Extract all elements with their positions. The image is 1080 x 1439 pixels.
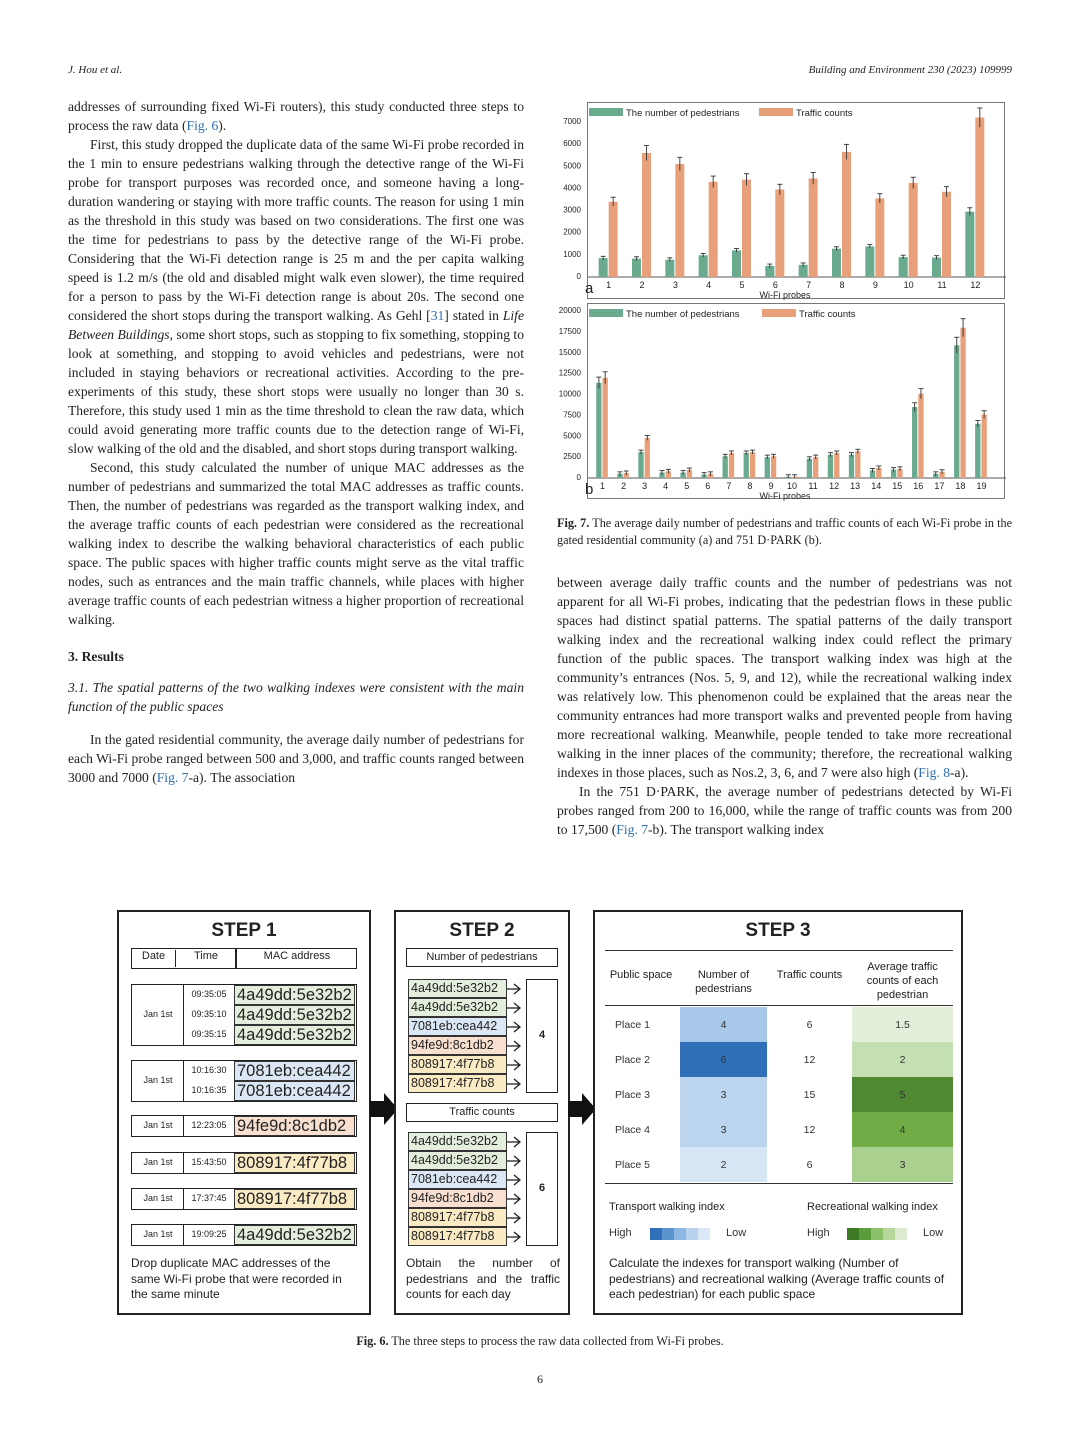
bar-traffic xyxy=(875,198,884,277)
subsection-heading: 3.1. The spatial patterns of the two walking indexes were consistent with the main function of the public spaces xyxy=(68,680,524,714)
date-label: Jan 1st xyxy=(143,1009,173,1019)
bar-traffic xyxy=(675,164,684,277)
table-header-rule xyxy=(605,1005,953,1006)
chart-a-y-axis xyxy=(545,102,594,299)
x-tick-label: 1 xyxy=(606,280,612,290)
pedestrians-value: 3 xyxy=(720,1124,727,1136)
step3-description: Calculate the indexes for transport walking (Number of pedestrians) and recreational walking (Average traffic counts of each pedestrian) for each public space xyxy=(609,1256,945,1301)
fig7-link[interactable]: Fig. 7 xyxy=(616,822,649,837)
y-tick-label: 5000 xyxy=(563,431,581,441)
bar-pedestrians xyxy=(723,456,728,478)
paragraph: In the gated residential community, the average daily number of pedestrians for each Wi-Fi probe ranged between 500 and 3,000, and traffic counts ranged between 3000 and 7000 (Fig. 7-a). The association xyxy=(68,732,524,785)
bar-pedestrians xyxy=(975,424,980,478)
x-tick-label: 9 xyxy=(768,481,774,491)
bar-pedestrians xyxy=(965,212,974,277)
fig7-link[interactable]: Fig. 7 xyxy=(156,770,189,785)
x-tick-label: 8 xyxy=(747,481,753,491)
x-tick-label: 2 xyxy=(639,280,645,290)
small-arrow-icon xyxy=(507,1231,523,1243)
bar-traffic xyxy=(813,457,818,478)
legend-high-label: High xyxy=(807,1227,830,1239)
traffic-mac: 4a49dd:5e32b2 xyxy=(408,1151,507,1170)
bar-traffic xyxy=(909,183,918,277)
time-label: 15:43:50 xyxy=(191,1157,227,1167)
legend-swatch-blue xyxy=(662,1228,674,1240)
bar-pedestrians xyxy=(954,345,959,478)
pedestrian-mac: 4a49dd:5e32b2 xyxy=(408,979,507,998)
paragraph: addresses of surrounding fixed Wi-Fi routers), this study conducted three steps to process the raw data (Fig. 6). xyxy=(68,99,524,133)
paragraph: Second, this study calculated the number of unique MAC addresses as the number of pedestrians and summarized the total MAC addresses as traffic counts. Then, the number of pedestrians was regarded as the transport walking index, and the average traffic counts of each pedestrian were considered as the recreational walking index to describe the walking behavioral characteristics of each public space. The public spaces with higher traffic counts might serve as the vital traffic nodes, such as entrances and the main traffic channels, while places with higher average traffic counts of each pedestrian witness a higher proportion of recreational walking. xyxy=(68,460,524,627)
ref-31-link[interactable]: 31 xyxy=(430,308,445,323)
small-arrow-icon xyxy=(507,1059,523,1071)
bar-traffic xyxy=(642,153,651,277)
average-value: 2 xyxy=(899,1054,906,1066)
x-axis-title: Wi-Fi probes xyxy=(759,290,811,300)
bar-traffic xyxy=(942,192,951,277)
y-tick-label: 0 xyxy=(576,272,581,281)
x-tick-label: 12 xyxy=(970,280,981,290)
traffic-header: Traffic counts xyxy=(406,1103,558,1122)
x-tick-label: 10 xyxy=(786,481,798,491)
pedestrians-value: 2 xyxy=(720,1159,727,1171)
y-tick-label: 2000 xyxy=(563,227,581,237)
running-head-authors: J. Hou et al. xyxy=(68,64,123,76)
column-header: Time xyxy=(193,950,219,962)
legend-swatch-green xyxy=(859,1228,871,1240)
chart-b xyxy=(588,304,1006,500)
bar-pedestrians xyxy=(732,250,741,277)
traffic-value: 12 xyxy=(803,1054,816,1066)
legend-recreational-title: Recreational walking index xyxy=(807,1201,938,1213)
mac-address: 4a49dd:5e32b2 xyxy=(234,1005,355,1025)
bar-pedestrians xyxy=(699,255,708,277)
bar-traffic xyxy=(729,453,734,478)
bar-pedestrians xyxy=(899,257,908,277)
time-label: 09:35:15 xyxy=(191,1029,227,1039)
legend-swatch-green xyxy=(871,1228,883,1240)
column-header: MAC address xyxy=(263,950,331,962)
step1-description: Drop duplicate MAC addresses of the same Wi-Fi probe that were recorded in the same minute xyxy=(131,1256,342,1301)
step3-panel xyxy=(593,910,963,1315)
x-tick-label: 17 xyxy=(934,481,945,491)
x-tick-label: 6 xyxy=(705,481,711,491)
panel-label: b xyxy=(585,481,594,498)
bar-pedestrians xyxy=(599,258,608,277)
pedestrian-mac: 94fe9d:8c1db2 xyxy=(408,1036,507,1055)
bar-traffic xyxy=(960,328,965,478)
x-tick-label: 15 xyxy=(892,481,903,491)
x-tick-label: 7 xyxy=(726,481,732,491)
mac-address: 94fe9d:8c1db2 xyxy=(234,1116,355,1136)
y-tick-label: 2500 xyxy=(563,452,581,462)
small-arrow-icon xyxy=(507,983,523,995)
section-heading: 3. Results xyxy=(68,649,124,664)
x-tick-label: 18 xyxy=(955,481,966,491)
pedestrian-mac: 4a49dd:5e32b2 xyxy=(408,998,507,1017)
legend-swatch-blue xyxy=(686,1228,698,1240)
paragraph: First, this study dropped the duplicate data of the same Wi-Fi probe recorded in the 1 min to ensure pedestrians walking through the detective range of the Wi-Fi probe for transport purposes was recorded once, and someone having a long-duration wandering or staying with more traffic counts. The reason for using 1 min as the threshold in this study was based on two considerations. The first one was the time for pedestrians to pass by the detective range of the Wi-Fi probe. Considering that the Wi-Fi detection range is 25 m and the per capita walking speed is 1.2 m/s (the old and disabled might walk even slower), the time required for a person to pass by the Wi-Fi detection range is about 20s. The second one considered the short stops during the transport walking. As Gehl [31] stated in Life Between Buildings, some short stops, such as stopping to fix something, stopping to look at something, and stopping to avoid vehicles and pedestrians, were not included in staying behaviors or recreational activities. According to the pre-experiments of this study, these short stops were usually no longer than 30 s. Therefore, this study used 1 min as the time threshold to clean the raw data, which could avoid generating more traffic counts due to the detection range of Wi-Fi, slow walking of the old and the disabled, and short stops during transport walking. xyxy=(68,137,524,456)
traffic-value: 15 xyxy=(803,1089,816,1101)
legend-swatch-traffic xyxy=(762,309,796,317)
legend-swatch-blue xyxy=(674,1228,686,1240)
x-tick-label: 4 xyxy=(706,280,712,290)
bar-traffic xyxy=(742,180,751,277)
bar-pedestrians xyxy=(832,249,841,277)
place-label: Place 4 xyxy=(615,1124,651,1136)
x-tick-label: 1 xyxy=(600,481,606,491)
pedestrians-count: 4 xyxy=(538,1029,546,1041)
x-tick-label: 3 xyxy=(672,280,678,290)
bar-pedestrians xyxy=(744,453,749,478)
y-tick-label: 6000 xyxy=(563,139,581,149)
y-tick-label: 5000 xyxy=(563,161,581,171)
x-tick-label: 14 xyxy=(871,481,882,491)
column-header: Public space xyxy=(609,969,673,981)
panel-label: a xyxy=(585,280,594,297)
traffic-value: 6 xyxy=(806,1019,813,1031)
bar-pedestrians xyxy=(632,259,641,277)
traffic-value: 6 xyxy=(806,1159,813,1171)
y-tick-label: 10000 xyxy=(558,389,581,399)
mac-address: 7081eb:cea442 xyxy=(234,1061,355,1081)
legend-low-label: Low xyxy=(923,1227,944,1239)
y-tick-label: 17500 xyxy=(558,326,581,336)
y-tick-label: 7000 xyxy=(563,117,581,126)
x-tick-label: 19 xyxy=(976,481,987,491)
x-tick-label: 9 xyxy=(872,280,878,290)
step2-description: Obtain the number of pedestrians and the traffic counts for each day xyxy=(406,1256,560,1301)
legend-low-label: Low xyxy=(726,1227,747,1239)
bar-pedestrians xyxy=(638,452,643,478)
time-label: 09:35:10 xyxy=(191,1009,227,1019)
traffic-mac: 808917:4f77b8 xyxy=(408,1227,507,1246)
legend-swatch-traffic xyxy=(759,108,793,116)
x-tick-label: 8 xyxy=(839,280,845,290)
chart-a-frame xyxy=(587,102,1005,299)
fig8-link[interactable]: Fig. 8 xyxy=(918,765,951,780)
bar-traffic xyxy=(975,118,984,277)
time-label: 19:09:25 xyxy=(191,1229,227,1239)
column-header: Date xyxy=(132,950,176,967)
mac-address: 808917:4f77b8 xyxy=(234,1189,355,1209)
bar-traffic xyxy=(709,182,718,277)
pedestrians-header: Number of pedestrians xyxy=(406,948,558,967)
page-number: 6 xyxy=(537,1372,543,1386)
mac-address: 808917:4f77b8 xyxy=(234,1153,355,1173)
pedestrian-mac: 808917:4f77b8 xyxy=(408,1055,507,1074)
fig7-caption: Fig. 7. The average daily number of pedestrians and traffic counts of each Wi-Fi probe in the gated residential community (a) and 751 D·PARK (b). xyxy=(557,516,1012,547)
legend-label-pedestrians: The number of pedestrians xyxy=(626,108,740,119)
right-column xyxy=(557,573,1012,839)
x-tick-label: 11 xyxy=(808,481,818,491)
average-value: 1.5 xyxy=(895,1019,910,1031)
chart-b-y-axis xyxy=(545,303,594,499)
bar-traffic xyxy=(981,415,986,478)
small-arrow-icon xyxy=(507,1193,523,1205)
paragraph: between average daily traffic counts and the number of pedestrians was not apparent for all Wi-Fi probes, indicating that the pedestrian flows in these public spaces had distinct spatial patterns. The spatial patterns of the daily transport walking index and the recreational walking index could reflect the primary function of the public spaces. The transport walking index was high at the community’s entrances (Nos. 5, 9, and 12), while the recreational walking index was relatively low. This phenomenon could be explained that the areas near the community entrances had more transport walks and prevented people from having more recreational walking. Meanwhile, people tended to take more recreational walking in the inner places of the community; therefore, the recreational walking indexes in those places, such as Nos.2, 3, 6, and 7 were also high (Fig. 8-a). xyxy=(557,575,1012,780)
place-label: Place 3 xyxy=(615,1089,651,1101)
bar-traffic xyxy=(842,152,851,277)
bar-traffic xyxy=(918,394,923,478)
legend-swatch-pedestrians xyxy=(589,108,623,116)
small-arrow-icon xyxy=(507,1155,523,1167)
mac-address: 4a49dd:5e32b2 xyxy=(234,985,355,1005)
pedestrians-value: 6 xyxy=(720,1054,727,1066)
x-tick-label: 13 xyxy=(850,481,861,491)
bar-pedestrians xyxy=(828,455,833,478)
x-tick-label: 5 xyxy=(684,481,690,491)
small-arrow-icon xyxy=(507,1021,523,1033)
x-tick-label: 3 xyxy=(642,481,648,491)
date-label: Jan 1st xyxy=(143,1075,173,1085)
small-arrow-icon xyxy=(507,1212,523,1224)
pedestrians-value: 4 xyxy=(720,1019,727,1031)
y-tick-label: 15000 xyxy=(558,347,581,357)
bar-pedestrians xyxy=(596,383,601,478)
bar-traffic xyxy=(609,202,618,277)
step1-panel xyxy=(117,910,371,1315)
fig6-link[interactable]: Fig. 6 xyxy=(186,118,219,133)
mac-address: 7081eb:cea442 xyxy=(234,1081,355,1101)
date-label: Jan 1st xyxy=(143,1157,173,1167)
average-value: 5 xyxy=(899,1089,906,1101)
legend-swatch-green xyxy=(847,1228,859,1240)
table-top-rule xyxy=(605,950,953,951)
x-tick-label: 16 xyxy=(913,481,924,491)
small-arrow-icon xyxy=(507,1136,523,1148)
fig6-caption: Fig. 6. The three steps to process the raw data collected from Wi-Fi probes. xyxy=(356,1334,724,1348)
column-header: Average traffic counts of each pedestrian xyxy=(866,961,939,1001)
time-label: 17:37:45 xyxy=(191,1193,227,1203)
legend-label-traffic: Traffic counts xyxy=(799,309,856,320)
column-header: Number of pedestrians xyxy=(695,969,752,995)
date-label: Jan 1st xyxy=(143,1193,173,1203)
mac-address: 4a49dd:5e32b2 xyxy=(234,1025,355,1045)
pedestrian-mac: 7081eb:cea442 xyxy=(408,1017,507,1036)
legend-swatch-pedestrians xyxy=(589,309,623,317)
x-axis-title: Wi-Fi probes xyxy=(759,491,811,501)
chart-a xyxy=(588,103,1006,300)
bar-traffic xyxy=(809,178,818,277)
bar-traffic xyxy=(775,190,784,277)
time-label: 10:16:35 xyxy=(191,1085,227,1095)
small-arrow-icon xyxy=(507,1174,523,1186)
bar-pedestrians xyxy=(665,260,674,277)
x-tick-label: 6 xyxy=(772,280,778,290)
bar-traffic xyxy=(855,451,860,478)
y-tick-label: 1000 xyxy=(563,249,581,259)
date-label: Jan 1st xyxy=(143,1229,173,1239)
x-tick-label: 7 xyxy=(806,280,812,290)
column-header: Traffic counts xyxy=(776,969,843,981)
step3-title: STEP 3 xyxy=(745,920,811,941)
mac-address: 4a49dd:5e32b2 xyxy=(234,1225,355,1245)
average-value: 3 xyxy=(899,1159,906,1171)
step1-title: STEP 1 xyxy=(211,920,277,941)
y-tick-label: 3000 xyxy=(563,205,581,215)
y-tick-label: 4000 xyxy=(563,183,581,193)
small-arrow-icon xyxy=(507,1078,523,1090)
time-label: 12:23:05 xyxy=(191,1120,227,1130)
small-arrow-icon xyxy=(507,1040,523,1052)
traffic-mac: 808917:4f77b8 xyxy=(408,1208,507,1227)
bar-traffic xyxy=(645,438,650,478)
running-head-journal: Building and Environment 230 (2023) 109999 xyxy=(808,64,1012,76)
bar-traffic xyxy=(771,456,776,478)
average-value: 4 xyxy=(899,1124,906,1136)
y-tick-label: 7500 xyxy=(563,410,581,420)
time-label: 10:16:30 xyxy=(191,1065,227,1075)
traffic-mac: 94fe9d:8c1db2 xyxy=(408,1189,507,1208)
step2-panel xyxy=(394,910,570,1315)
bar-traffic xyxy=(750,452,755,478)
place-label: Place 1 xyxy=(615,1019,651,1031)
legend-transport-title: Transport walking index xyxy=(609,1201,725,1213)
traffic-value: 12 xyxy=(803,1124,816,1136)
traffic-mac: 4a49dd:5e32b2 xyxy=(408,1132,507,1151)
legend-swatch-green xyxy=(895,1228,907,1240)
legend-label-traffic: Traffic counts xyxy=(796,108,853,119)
bar-pedestrians xyxy=(849,455,854,478)
small-arrow-icon xyxy=(507,1002,523,1014)
table-bottom-rule xyxy=(605,1183,953,1184)
bar-traffic xyxy=(834,453,839,478)
legend-label-pedestrians: The number of pedestrians xyxy=(626,309,740,320)
bar-pedestrians xyxy=(807,459,812,478)
place-label: Place 2 xyxy=(615,1054,651,1066)
bar-pedestrians xyxy=(932,258,941,277)
bar-pedestrians xyxy=(765,457,770,478)
y-tick-label: 12500 xyxy=(558,368,581,378)
bar-traffic xyxy=(603,378,608,478)
x-tick-label: 4 xyxy=(663,481,669,491)
legend-swatch-blue xyxy=(698,1228,710,1240)
bar-pedestrians xyxy=(865,246,874,277)
step2-title: STEP 2 xyxy=(449,920,515,941)
pedestrian-mac: 808917:4f77b8 xyxy=(408,1074,507,1093)
y-tick-label: 20000 xyxy=(558,306,581,315)
paragraph: In the 751 D·PARK, the average number of pedestrians detected by Wi-Fi probes ranged from 200 to 16,000, while the range of traffic counts was from 200 to 17,500 (Fig. 7-b). The transport walking index xyxy=(557,784,1012,837)
bar-pedestrians xyxy=(912,407,917,478)
x-tick-label: 5 xyxy=(739,280,745,290)
pedestrians-value: 3 xyxy=(720,1089,727,1101)
traffic-count: 6 xyxy=(538,1182,546,1194)
x-tick-label: 12 xyxy=(829,481,840,491)
chart-b-frame xyxy=(587,303,1005,499)
x-tick-label: 2 xyxy=(621,481,627,491)
date-label: Jan 1st xyxy=(143,1120,173,1130)
x-tick-label: 10 xyxy=(903,280,914,290)
left-column xyxy=(68,97,524,787)
legend-high-label: High xyxy=(609,1227,632,1239)
time-label: 09:35:05 xyxy=(191,989,227,999)
legend-swatch-blue xyxy=(650,1228,662,1240)
y-tick-label: 0 xyxy=(576,473,581,482)
traffic-mac: 7081eb:cea442 xyxy=(408,1170,507,1189)
x-tick-label: 11 xyxy=(937,280,947,290)
place-label: Place 5 xyxy=(615,1159,651,1171)
legend-swatch-green xyxy=(883,1228,895,1240)
